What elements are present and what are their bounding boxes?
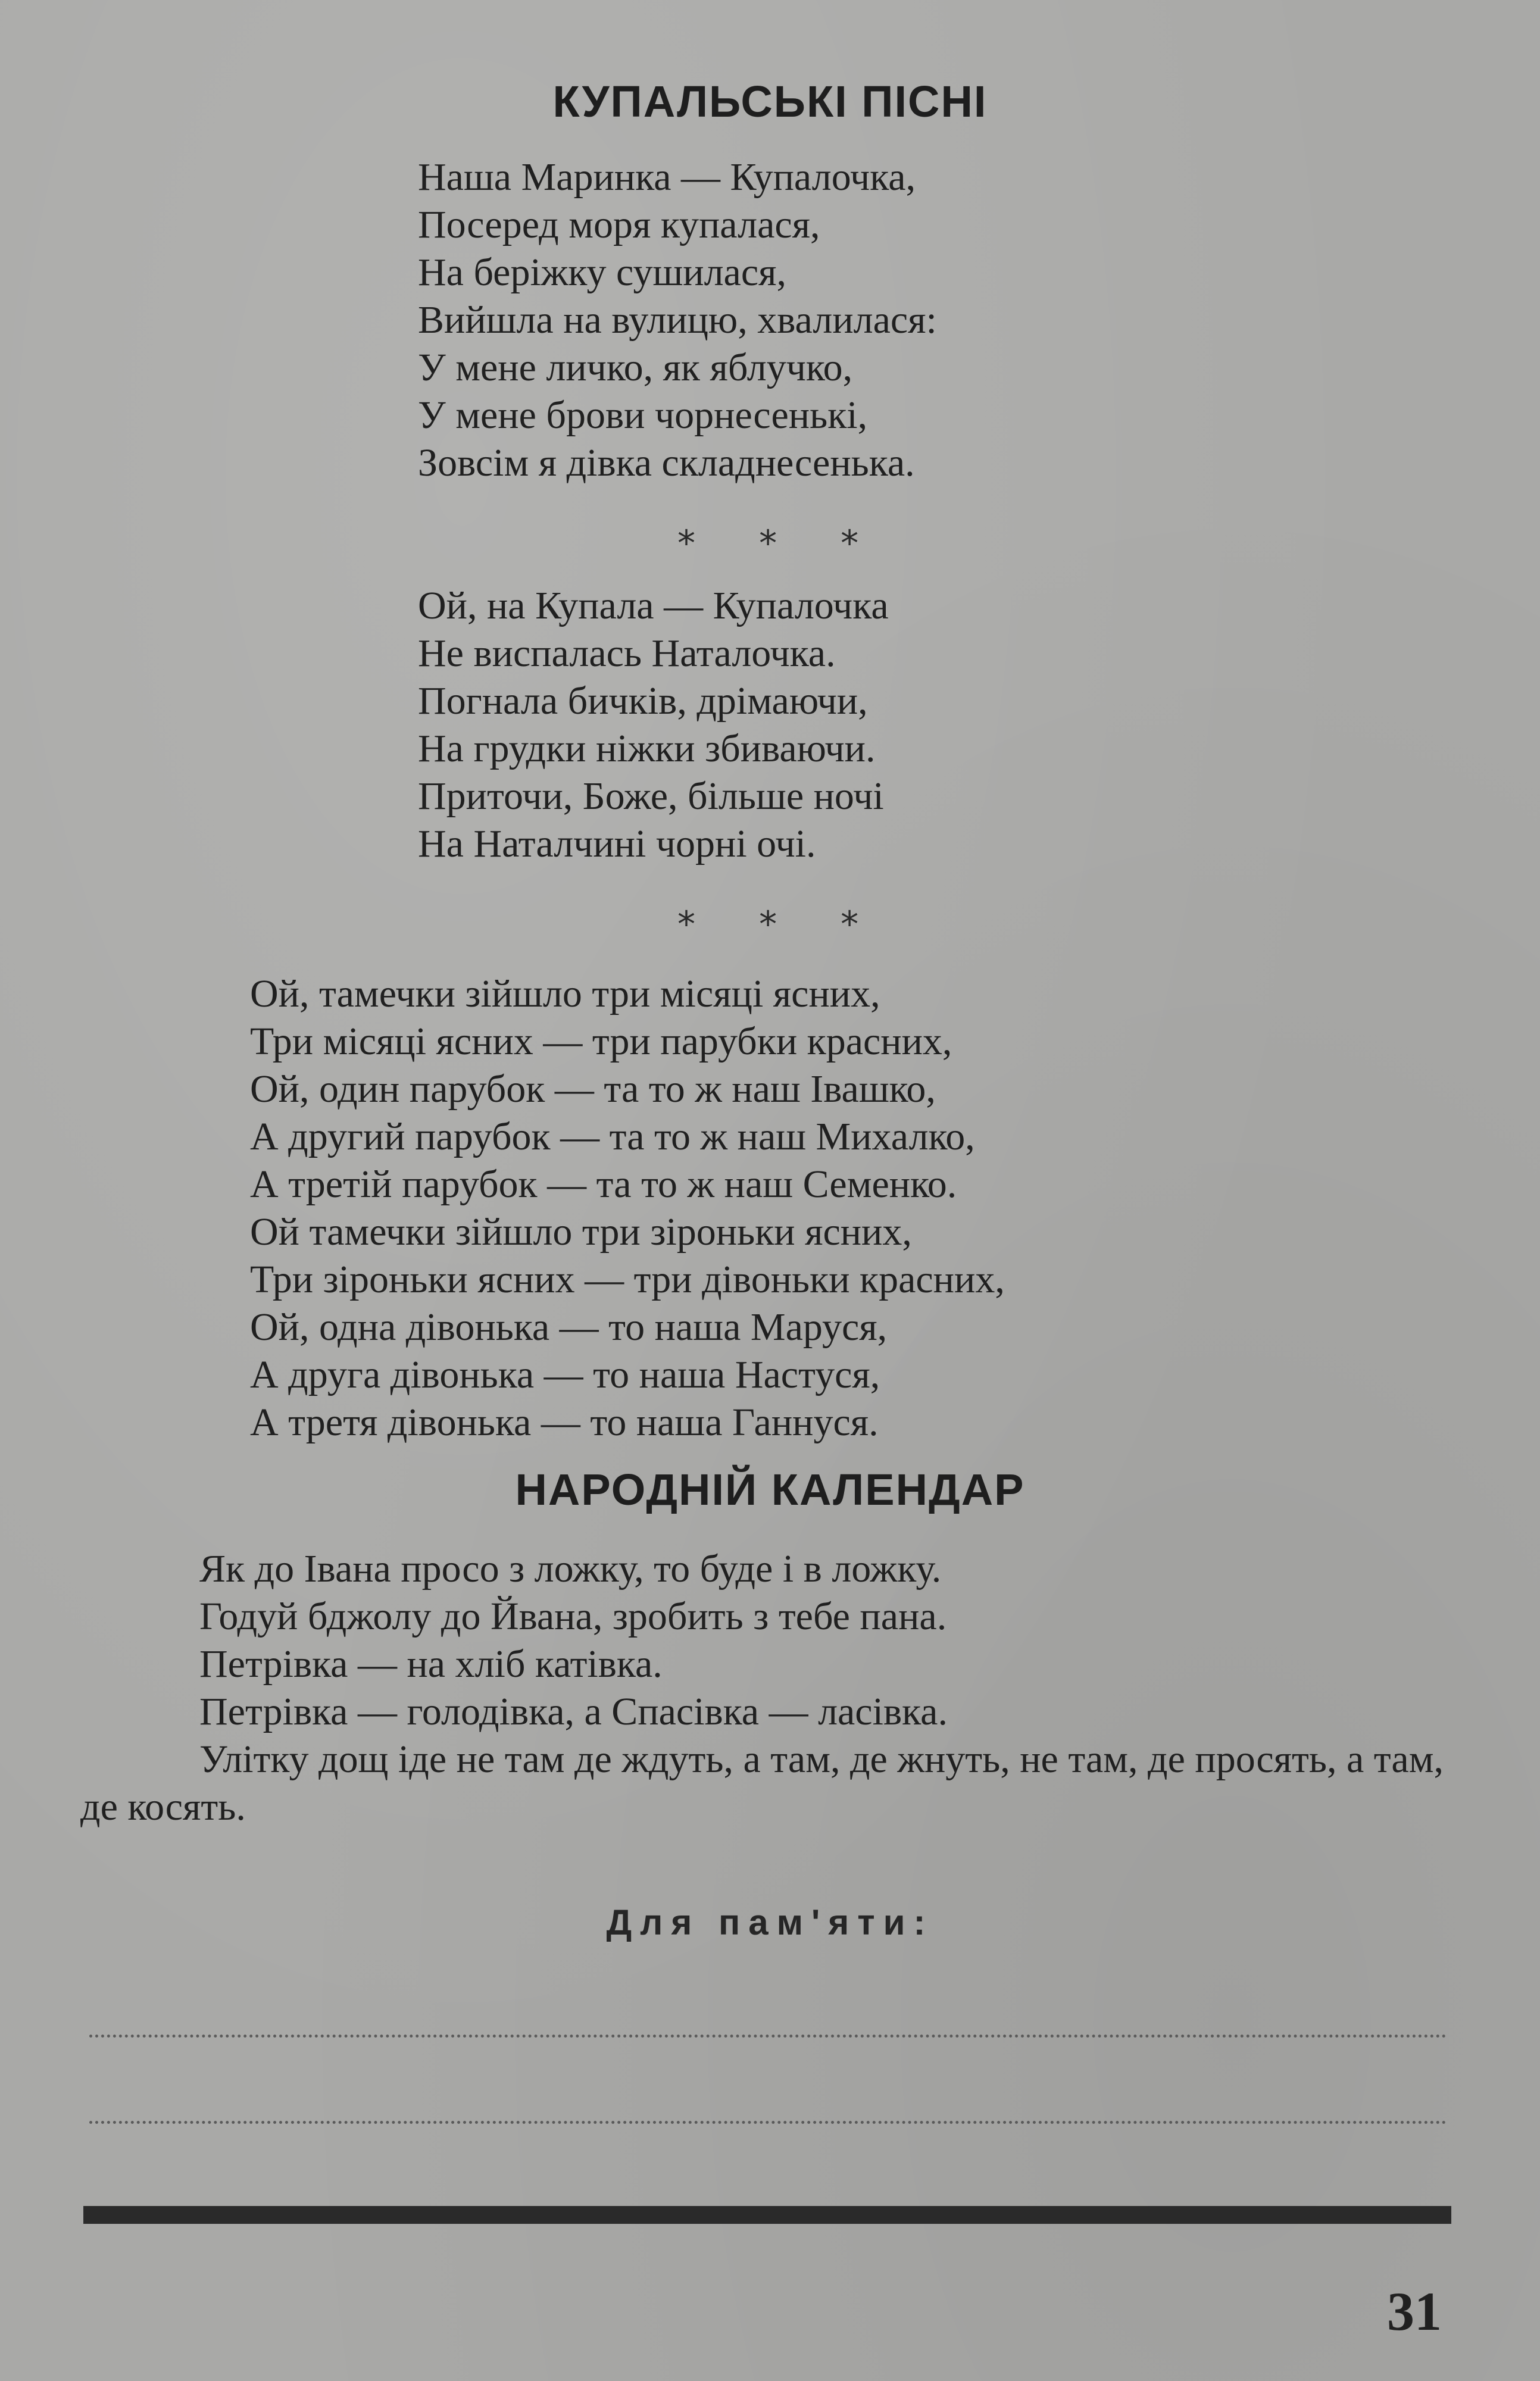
poem-line: Погнала бичків, дрімаючи,	[418, 679, 868, 723]
footer-rule	[83, 2206, 1451, 2224]
page-number: 31	[1387, 2281, 1442, 2342]
poem-line: У мене личко, як яблучко,	[418, 346, 853, 389]
poem-line: На грудки ніжки збиваючи.	[418, 727, 876, 770]
poem-line: На Наталчині чорні очі.	[418, 822, 816, 865]
saying: Улітку дощ іде не там де ждуть, а там, де жнуть, не там, де просять, а там, де косять.	[80, 1738, 1444, 1829]
stanza-3	[250, 970, 1005, 1446]
stanza-1	[418, 154, 937, 487]
poem-line: У мене брови чорнесенькі,	[418, 393, 868, 437]
memo-line	[89, 2121, 1447, 2124]
saying: Годуй бджолу до Йвана, зробить з тебе пана.	[199, 1595, 947, 1638]
poem-line: Ой, один парубок — та то ж наш Івашко,	[250, 1067, 936, 1111]
poem-line: Посеред моря купалася,	[418, 203, 820, 246]
stanza-separator: * * *	[677, 523, 885, 564]
poem-line: Ой, на Купала — Купалочка	[418, 584, 889, 627]
memo-line	[89, 2035, 1447, 2038]
poem-line: А третій парубок — та то ж наш Семенко.	[250, 1163, 957, 1206]
saying: Петрівка — на хліб катівка.	[199, 1642, 663, 1686]
saying: Як до Івана просо з ложку, то буде і в ложку.	[199, 1547, 942, 1591]
stanza-separator: * * *	[677, 904, 885, 945]
songs-heading: КУПАЛЬСЬКІ ПІСНІ	[552, 77, 988, 126]
poem-line: Ой тамечки зійшло три зіроньки ясних,	[250, 1210, 912, 1254]
poem-line: Приточи, Боже, більше ночі	[418, 774, 884, 818]
poem-line: Три місяці ясних — три парубки красних,	[250, 1020, 952, 1063]
poem-line: А друга дівонька — то наша Настуся,	[250, 1353, 880, 1396]
poem-line: Наша Маринка — Купалочка,	[418, 155, 916, 199]
memo-heading: Для пам'яти:	[606, 1902, 934, 1942]
calendar-heading: НАРОДНІЙ КАЛЕНДАР	[515, 1465, 1025, 1514]
poem-line: Зовсім я дівка складнесенька.	[418, 441, 915, 485]
poem-line: А другий парубок — та то ж наш Михалко,	[250, 1115, 975, 1158]
poem-line: Вийшла на вулицю, хвалилася:	[418, 298, 937, 342]
saying: Петрівка — голодівка, а Спасівка — ласівка.	[199, 1690, 948, 1733]
calendar-sayings	[80, 1545, 1455, 1831]
poem-line: А третя дівонька — то наша Ганнуся.	[250, 1401, 879, 1444]
poem-line: Три зіроньки ясних — три дівоньки красних,	[250, 1258, 1005, 1301]
stanza-2	[418, 582, 889, 868]
poem-line: Ой, одна дівонька — то наша Маруся,	[250, 1305, 888, 1349]
poem-line: На беріжку сушилася,	[418, 251, 786, 294]
poem-line: Не виспалась Наталочка.	[418, 632, 836, 675]
poem-line: Ой, тамечки зійшло три місяці ясних,	[250, 972, 880, 1015]
